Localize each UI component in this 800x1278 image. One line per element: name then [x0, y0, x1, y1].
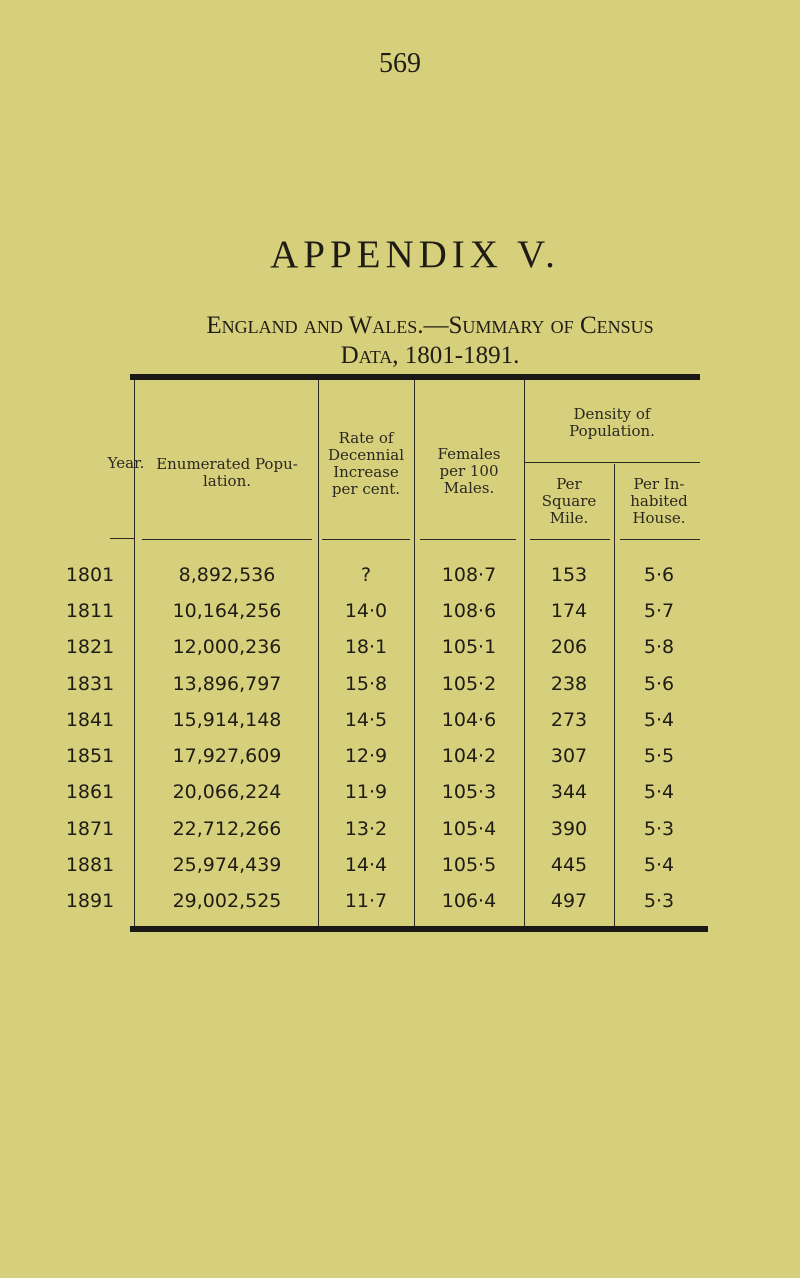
cell-per-house: 5·6	[643, 564, 675, 586]
header-bottom-rule	[620, 539, 700, 540]
header-density: Density of Population.	[569, 405, 655, 440]
cell-population: 25,974,439	[172, 854, 282, 876]
cell-per-square-mile: 206	[550, 636, 588, 658]
cell-year: 1811	[65, 600, 115, 622]
cell-population: 22,712,266	[172, 818, 282, 840]
cell-population: 17,927,609	[172, 745, 282, 767]
header-bottom-rule	[530, 539, 610, 540]
header-year: Year.	[107, 454, 145, 472]
cell-year: 1881	[65, 854, 115, 876]
header-bottom-rule	[142, 539, 312, 540]
cell-per-square-mile: 273	[550, 709, 588, 731]
header-population: Enumerated Popu- lation.	[156, 455, 298, 490]
cell-population: 8,892,536	[178, 564, 276, 586]
table-row	[0, 636, 800, 666]
page-number: 569	[379, 48, 421, 79]
cell-per-house: 5·4	[643, 854, 675, 876]
cell-rate: 12·9	[344, 745, 388, 767]
cell-rate: 14·4	[344, 854, 388, 876]
table-row	[0, 673, 800, 703]
cell-rate: 18·1	[344, 636, 388, 658]
cell-per-square-mile: 497	[550, 890, 588, 912]
cell-year: 1831	[65, 673, 115, 695]
header-bottom-rule	[322, 539, 410, 540]
table-row	[0, 564, 800, 594]
header-rate: Rate of Decennial Increase per cent.	[327, 429, 405, 498]
cell-per-house: 5·7	[643, 600, 675, 622]
cell-population: 29,002,525	[172, 890, 282, 912]
cell-year: 1841	[65, 709, 115, 731]
table-row	[0, 709, 800, 739]
cell-rate: 15·8	[344, 673, 388, 695]
cell-rate: ?	[360, 564, 372, 586]
cell-per-square-mile: 307	[550, 745, 588, 767]
cell-per-square-mile: 445	[550, 854, 588, 876]
appendix-title: APPENDIX V.	[270, 233, 560, 276]
table-caption-line-1: England and Wales.—Summary of Census	[206, 312, 654, 339]
cell-females: 104·6	[441, 709, 497, 731]
cell-per-square-mile: 153	[550, 564, 588, 586]
cell-per-house: 5·8	[643, 636, 675, 658]
table-row	[0, 890, 800, 920]
cell-rate: 14·5	[344, 709, 388, 731]
cell-per-house: 5·5	[643, 745, 675, 767]
table-row	[0, 781, 800, 811]
cell-per-house: 5·3	[643, 890, 675, 912]
table-top-rule	[130, 374, 700, 380]
table-bottom-rule	[130, 926, 708, 932]
density-header-rule	[524, 462, 700, 463]
cell-population: 15,914,148	[172, 709, 282, 731]
cell-year: 1871	[65, 818, 115, 840]
cell-per-house: 5·4	[643, 781, 675, 803]
cell-per-square-mile: 238	[550, 673, 588, 695]
header-females: Females per 100 Males.	[437, 445, 501, 497]
cell-females: 106·4	[441, 890, 497, 912]
table-row	[0, 600, 800, 630]
cell-rate: 11·7	[344, 890, 388, 912]
cell-year: 1861	[65, 781, 115, 803]
cell-females: 105·2	[441, 673, 497, 695]
cell-population: 12,000,236	[172, 636, 282, 658]
table-row	[0, 818, 800, 848]
cell-females: 108·7	[441, 564, 497, 586]
cell-per-house: 5·3	[643, 818, 675, 840]
table-caption-line-2: Data, 1801-1891.	[340, 342, 520, 369]
header-bottom-rule	[420, 539, 516, 540]
cell-population: 13,896,797	[172, 673, 282, 695]
cell-females: 105·4	[441, 818, 497, 840]
cell-year: 1821	[65, 636, 115, 658]
cell-population: 20,066,224	[172, 781, 282, 803]
cell-females: 105·5	[441, 854, 497, 876]
table-row	[0, 854, 800, 884]
cell-per-square-mile: 174	[550, 600, 588, 622]
header-per-inhabited-house: Per In- habited House.	[630, 475, 688, 527]
cell-rate: 14·0	[344, 600, 388, 622]
cell-year: 1851	[65, 745, 115, 767]
cell-females: 104·2	[441, 745, 497, 767]
cell-population: 10,164,256	[172, 600, 282, 622]
cell-per-house: 5·6	[643, 673, 675, 695]
cell-females: 105·1	[441, 636, 497, 658]
cell-year: 1801	[65, 564, 115, 586]
cell-per-square-mile: 390	[550, 818, 588, 840]
cell-females: 108·6	[441, 600, 497, 622]
table-row	[0, 745, 800, 775]
cell-per-square-mile: 344	[550, 781, 588, 803]
cell-females: 105·3	[441, 781, 497, 803]
cell-rate: 13·2	[344, 818, 388, 840]
header-per-square-mile: Per Square Mile.	[541, 475, 597, 527]
cell-per-house: 5·4	[643, 709, 675, 731]
cell-year: 1891	[65, 890, 115, 912]
cell-rate: 11·9	[344, 781, 388, 803]
header-bottom-rule	[110, 538, 134, 539]
